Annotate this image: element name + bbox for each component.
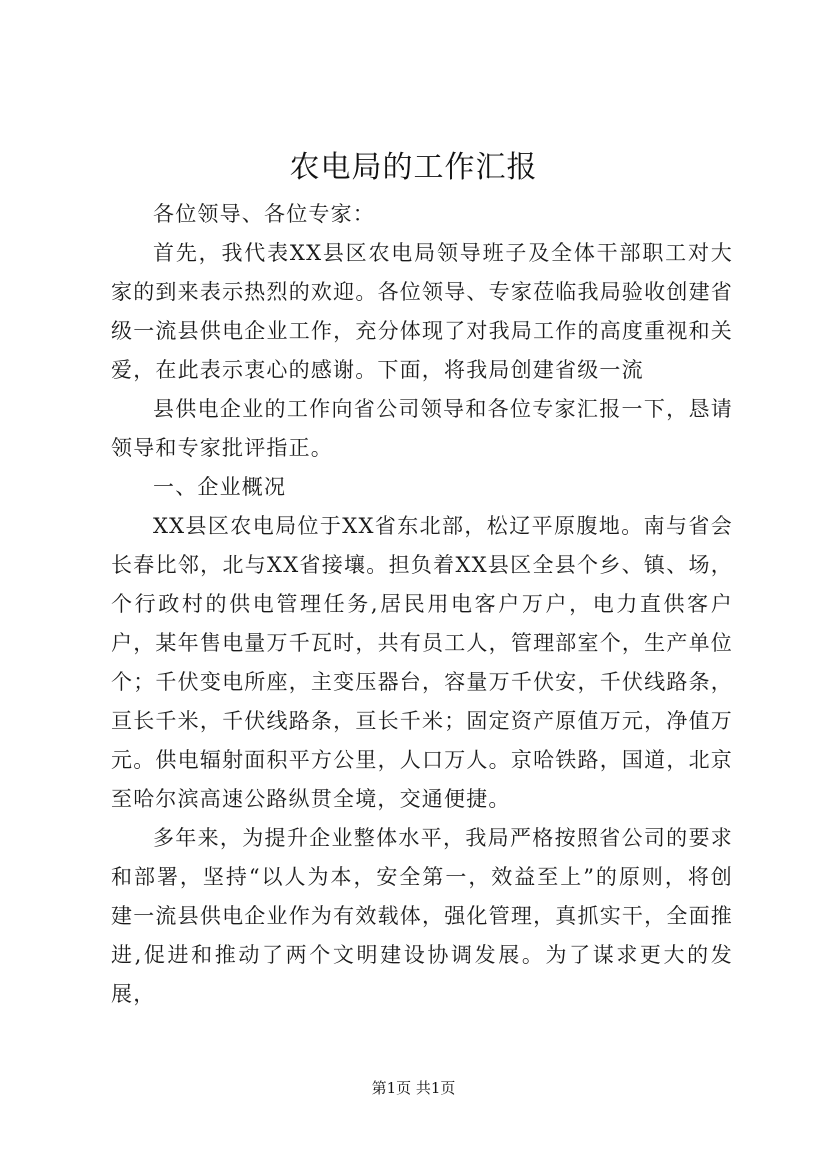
paragraph-development: 多年来，为提升企业整体水平，我局严格按照省公司的要求和部署，坚持“以人为本，安全第一，效益至上”的原则，将创建一流县供电企业作为有效载体，强化管理，真抓实干，全面推进,促进和推动了两个文明建设协调发展。为了谋求更大的发展， [111,826,733,1006]
paragraph-welcome: 首先，我代表XX县区农电局领导班子及全体干部职工对大家的到来表示热烈的欢迎。各位领导、专家莅临我局验收创建省级一流县供电企业工作，充分体现了对我局工作的高度重视和关爱，在此表示衷心的感谢。下面，将我局创建省级一流 [111,241,733,382]
paragraph-salutation: 各位领导、各位专家： [153,202,375,226]
section-heading-overview: 一、企业概况 [153,475,287,499]
page-footer: 第1页 共1页 [371,1079,456,1097]
paragraph-overview: XX县区农电局位于XX省东北部，松辽平原腹地。南与省会长春比邻，北与XX省接壤。担负着XX县区全县个乡、镇、场，个行政村的供电管理任务,居民用电客户万户，电力直供客户户，某年售电量万千瓦时，共有员工人，管理部室个，生产单位个；千伏变电所座，主变压器台，容量万千伏安，千伏线路条，亘长千米，千伏线路条，亘长千米；固定资产原值万元，净值万元。供电辐射面积平方公里，人口万人。京哈铁路，国道，北京至哈尔滨高速公路纵贯全境，交通便捷。 [111,514,733,811]
paragraph-request: 县供电企业的工作向省公司领导和各位专家汇报一下，恳请领导和专家批评指正。 [111,397,733,460]
document-body [111,195,733,1014]
document-title: 农电局的工作汇报 [289,150,538,185]
